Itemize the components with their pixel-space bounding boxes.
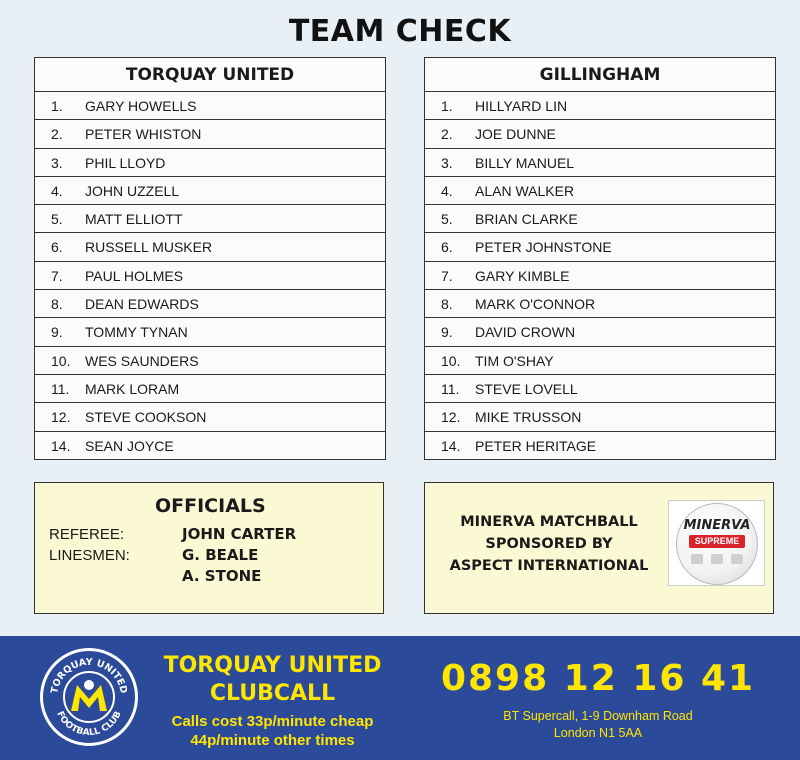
player-name: PAUL HOLMES — [85, 267, 184, 284]
list-item — [35, 92, 385, 120]
matchball-image — [668, 500, 765, 586]
list-item — [35, 120, 385, 148]
sponsor-line: SPONSORED BY — [485, 536, 613, 552]
player-name: TOMMY TYNAN — [85, 324, 188, 341]
list-item — [425, 92, 775, 120]
list-item — [35, 347, 385, 375]
shirt-number: 12. — [441, 409, 461, 426]
address-line: London N1 5AA — [553, 726, 643, 740]
list-item — [425, 233, 775, 261]
sponsor-text — [439, 511, 659, 577]
call-cost-text — [145, 712, 400, 750]
list-item — [35, 262, 385, 290]
player-name: PETER WHISTON — [85, 126, 202, 143]
shirt-number: 2. — [51, 126, 63, 143]
sponsor-line: ASPECT INTERNATIONAL — [449, 558, 649, 574]
linesmen-label: LINESMEN: — [49, 547, 130, 564]
shirt-number: 1. — [441, 98, 453, 114]
address-text — [468, 708, 728, 742]
linesman-row-2 — [49, 567, 261, 585]
shirt-number: 4. — [441, 182, 453, 199]
list-item — [425, 177, 775, 205]
player-name: DEAN EDWARDS — [85, 296, 199, 313]
shirt-number: 9. — [51, 324, 63, 341]
away-team-name: GILLINGHAM — [425, 58, 775, 92]
list-item — [425, 120, 775, 148]
home-team-name: TORQUAY UNITED — [35, 58, 385, 92]
player-name: MATT ELLIOTT — [85, 211, 183, 228]
officials-title: OFFICIALS — [155, 495, 266, 517]
player-name: MARK O'CONNOR — [475, 296, 596, 313]
shirt-number: 1. — [51, 98, 63, 114]
shirt-number: 3. — [51, 154, 63, 171]
call-cost-line: 44p/minute other times — [190, 732, 355, 749]
phone-number: 0898 12 16 41 — [440, 658, 756, 699]
referee-label: REFEREE: — [49, 526, 125, 543]
shirt-number: 11. — [441, 380, 460, 397]
ball-model: SUPREME — [689, 535, 745, 548]
shirt-number: 5. — [51, 211, 63, 228]
shirt-number: 8. — [441, 296, 453, 313]
player-name: JOE DUNNE — [475, 126, 556, 143]
list-item — [35, 233, 385, 261]
shirt-number: 12. — [51, 409, 71, 426]
list-item — [425, 205, 775, 233]
player-name: SEAN JOYCE — [85, 437, 174, 454]
shirt-number: 11. — [51, 380, 70, 397]
player-name: DAVID CROWN — [475, 324, 576, 341]
player-name: JOHN UZZELL — [85, 182, 180, 199]
player-name: GARY KIMBLE — [475, 267, 570, 284]
player-name: TIM O'SHAY — [475, 352, 554, 369]
shirt-number: 10. — [441, 352, 461, 369]
list-item — [425, 149, 775, 177]
list-item — [35, 375, 385, 403]
list-item — [35, 177, 385, 205]
clubcall-title — [145, 652, 400, 708]
call-cost-line: Calls cost 33p/minute cheap — [171, 713, 374, 730]
shirt-number: 4. — [51, 182, 63, 199]
club-crest-icon — [40, 648, 138, 746]
player-name: PETER HERITAGE — [475, 437, 597, 454]
list-item — [35, 432, 385, 459]
sponsor-line: MINERVA MATCHBALL — [460, 514, 638, 530]
list-item — [35, 403, 385, 431]
linesman-name: A. STONE — [182, 567, 262, 585]
player-name: MIKE TRUSSON — [475, 409, 582, 426]
list-item — [425, 432, 775, 459]
list-item — [425, 290, 775, 318]
player-name: BRIAN CLARKE — [475, 211, 578, 228]
list-item — [35, 205, 385, 233]
list-item — [35, 318, 385, 346]
shirt-number: 14. — [51, 437, 71, 454]
shirt-number: 10. — [51, 352, 71, 369]
away-team-list — [424, 57, 776, 460]
shirt-number: 5. — [441, 211, 453, 228]
player-name: STEVE COOKSON — [85, 409, 207, 426]
ball-brand: MINERVA — [683, 518, 751, 533]
list-item — [425, 347, 775, 375]
shirt-number: 6. — [441, 239, 453, 256]
football-icon — [676, 503, 758, 585]
player-name: GARY HOWELLS — [85, 98, 197, 114]
list-item — [35, 149, 385, 177]
linesman-name: G. BEALE — [182, 546, 259, 564]
shirt-number: 9. — [441, 324, 453, 341]
clubcall-title-line: TORQUAY UNITED — [163, 653, 382, 678]
shirt-number: 6. — [51, 239, 63, 256]
list-item — [425, 318, 775, 346]
shirt-number: 2. — [441, 126, 453, 143]
shirt-number: 7. — [51, 267, 63, 284]
ball-panel-marks — [691, 554, 743, 566]
referee-name: JOHN CARTER — [182, 525, 297, 543]
shirt-number: 3. — [441, 154, 453, 171]
list-item — [425, 375, 775, 403]
clubcall-title-line: CLUBCALL — [209, 681, 336, 706]
player-name: RUSSELL MUSKER — [85, 239, 213, 256]
player-name: PETER JOHNSTONE — [475, 239, 612, 256]
clubcall-footer — [0, 636, 800, 760]
player-name: WES SAUNDERS — [85, 352, 199, 369]
sponsor-box — [424, 482, 774, 614]
player-name: BILLY MANUEL — [475, 154, 575, 171]
shirt-number: 8. — [51, 296, 63, 313]
shirt-number: 14. — [441, 437, 461, 454]
player-name: PHIL LLOYD — [85, 154, 166, 171]
player-name: STEVE LOVELL — [475, 380, 578, 397]
list-item — [35, 290, 385, 318]
player-name: MARK LORAM — [85, 380, 180, 397]
crest-top-text: TORQUAY UNITED — [49, 656, 129, 695]
player-name: ALAN WALKER — [475, 182, 575, 199]
page-title: TEAM CHECK — [288, 14, 512, 49]
list-item — [425, 262, 775, 290]
crest-bottom-text: FOOTBALL CLUB — [54, 709, 124, 739]
player-name: HILLYARD LIN — [475, 98, 568, 114]
shirt-number: 7. — [441, 267, 453, 284]
referee-row — [49, 525, 296, 543]
list-item — [425, 403, 775, 431]
officials-box — [34, 482, 384, 614]
address-line: BT Supercall, 1-9 Downham Road — [503, 709, 693, 723]
home-team-list — [34, 57, 386, 460]
linesman-row-1 — [49, 546, 258, 564]
